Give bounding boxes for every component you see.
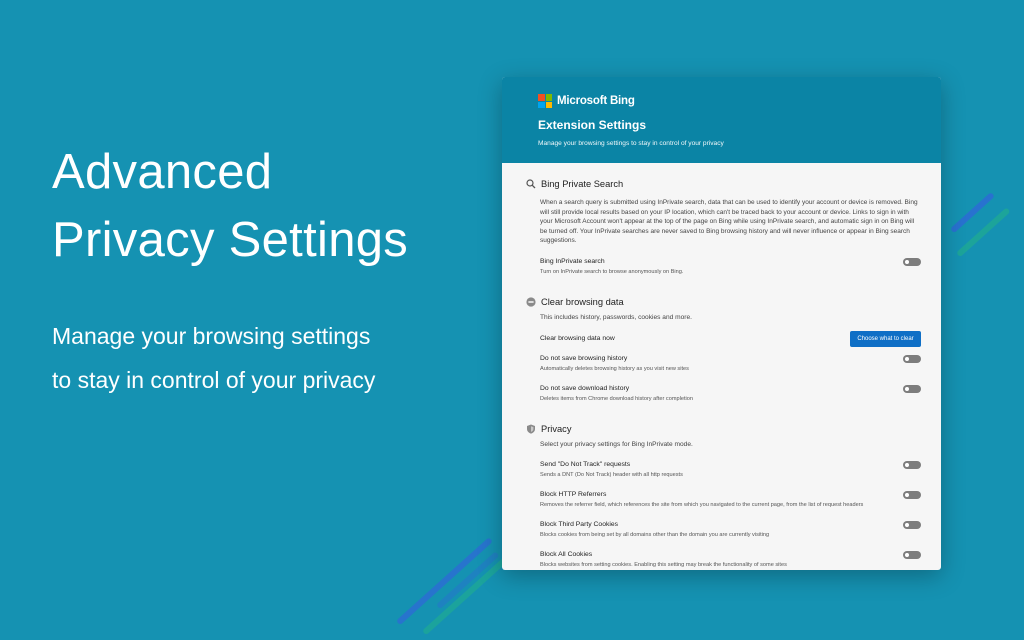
- setting-row: [526, 551, 921, 568]
- microsoft-logo-icon: [538, 94, 552, 108]
- block-all-cookies-toggle[interactable]: [903, 551, 921, 559]
- hero-subtitle: [52, 314, 472, 402]
- hero-subtitle-line1: Manage your browsing settings: [52, 323, 371, 349]
- hero-subtitle-line2: to stay in control of your privacy: [52, 367, 376, 393]
- section-title: Bing Private Search: [541, 179, 624, 189]
- brand-name: Microsoft Bing: [557, 95, 635, 107]
- do-not-track-toggle[interactable]: [903, 461, 921, 469]
- setting-description: Sends a DNT (Do Not Track) header with all http requests: [540, 471, 683, 478]
- setting-description: Blocks websites from setting cookies. Enabling this setting may break the functionality of some sites: [540, 561, 787, 568]
- section-intro: Select your privacy settings for Bing InPrivate mode.: [540, 440, 693, 448]
- section-intro: This includes history, passwords, cookies and more.: [540, 313, 692, 321]
- setting-label: Clear browsing data now: [540, 334, 615, 342]
- do-not-save-browsing-history-toggle[interactable]: [903, 355, 921, 363]
- block-third-party-cookies-toggle[interactable]: [903, 521, 921, 529]
- clear-data-now-row: [526, 335, 921, 349]
- section-description: When a search query is submitted using InPrivate search, data that can be used to identify your account or device is removed. Bing will still provide local results based on your IP location, which can't be traced back to your account or device. Links to sign in with your Microsoft Account won't appear at the top of the page on Bing while using InPrivate search, and automatic sign in on Bing will be turned off. Your InPrivate searches are never saved to Bing browsing history and will never influence or appear in Bing search suggestions.: [540, 199, 918, 245]
- minus-circle-icon: [526, 297, 536, 307]
- setting-row: [526, 385, 921, 402]
- setting-label: Block Third Party Cookies: [540, 520, 619, 528]
- panel-subtitle: Manage your browsing settings to stay in control of your privacy: [538, 140, 724, 147]
- setting-label: Do not save download history: [540, 384, 630, 392]
- shield-icon: [526, 424, 536, 434]
- panel-title: Extension Settings: [538, 118, 647, 132]
- setting-label: Block All Cookies: [540, 550, 593, 558]
- section-privacy: [526, 422, 921, 436]
- stripe: [950, 192, 995, 233]
- stripe: [396, 537, 493, 625]
- hero-title-line2: Privacy Settings: [52, 213, 409, 267]
- section-private-search: [526, 177, 921, 191]
- panel-header: [502, 77, 941, 163]
- inprivate-search-toggle[interactable]: [903, 258, 921, 266]
- setting-label: Send "Do Not Track" requests: [540, 460, 631, 468]
- stripe: [956, 207, 1011, 257]
- logo-square: [546, 102, 553, 109]
- section-title: Privacy: [541, 423, 572, 434]
- setting-row: [526, 491, 921, 508]
- setting-row: [526, 355, 921, 372]
- search-icon: [526, 179, 536, 189]
- panel-body: [502, 177, 941, 568]
- section-clear-browsing-data: [526, 295, 921, 309]
- stripe: [422, 557, 508, 635]
- logo-square: [538, 94, 545, 101]
- setting-description: Blocks cookies from being set by all domains other than the domain you are currently visiting: [540, 531, 770, 538]
- setting-row: [526, 461, 921, 478]
- extension-settings-panel: [502, 77, 941, 570]
- logo-square: [546, 94, 553, 101]
- block-http-referrers-toggle[interactable]: [903, 491, 921, 499]
- choose-what-to-clear-button[interactable]: Choose what to clear: [850, 331, 921, 347]
- setting-label: Do not save browsing history: [540, 354, 628, 362]
- setting-description: Automatically deletes browsing history as you visit new sites: [540, 365, 689, 372]
- setting-label: Block HTTP Referrers: [540, 490, 607, 498]
- hero: [52, 138, 472, 402]
- setting-row: [526, 258, 921, 275]
- setting-description: Removes the referrer field, which references the site from which you navigated to the current page, from the list of request headers: [540, 501, 864, 508]
- setting-label: Bing InPrivate search: [540, 257, 605, 265]
- setting-description: Deletes items from Chrome download history after completion: [540, 395, 693, 402]
- brand: [538, 93, 941, 109]
- section-title: Clear browsing data: [541, 296, 624, 307]
- stripe: [436, 551, 499, 609]
- hero-title: [52, 138, 472, 274]
- hero-title-line1: Advanced: [52, 145, 273, 199]
- setting-row: [526, 521, 921, 538]
- do-not-save-download-history-toggle[interactable]: [903, 385, 921, 393]
- setting-description: Turn on InPrivate search to browse anonymously on Bing.: [540, 268, 684, 275]
- logo-square: [538, 102, 545, 109]
